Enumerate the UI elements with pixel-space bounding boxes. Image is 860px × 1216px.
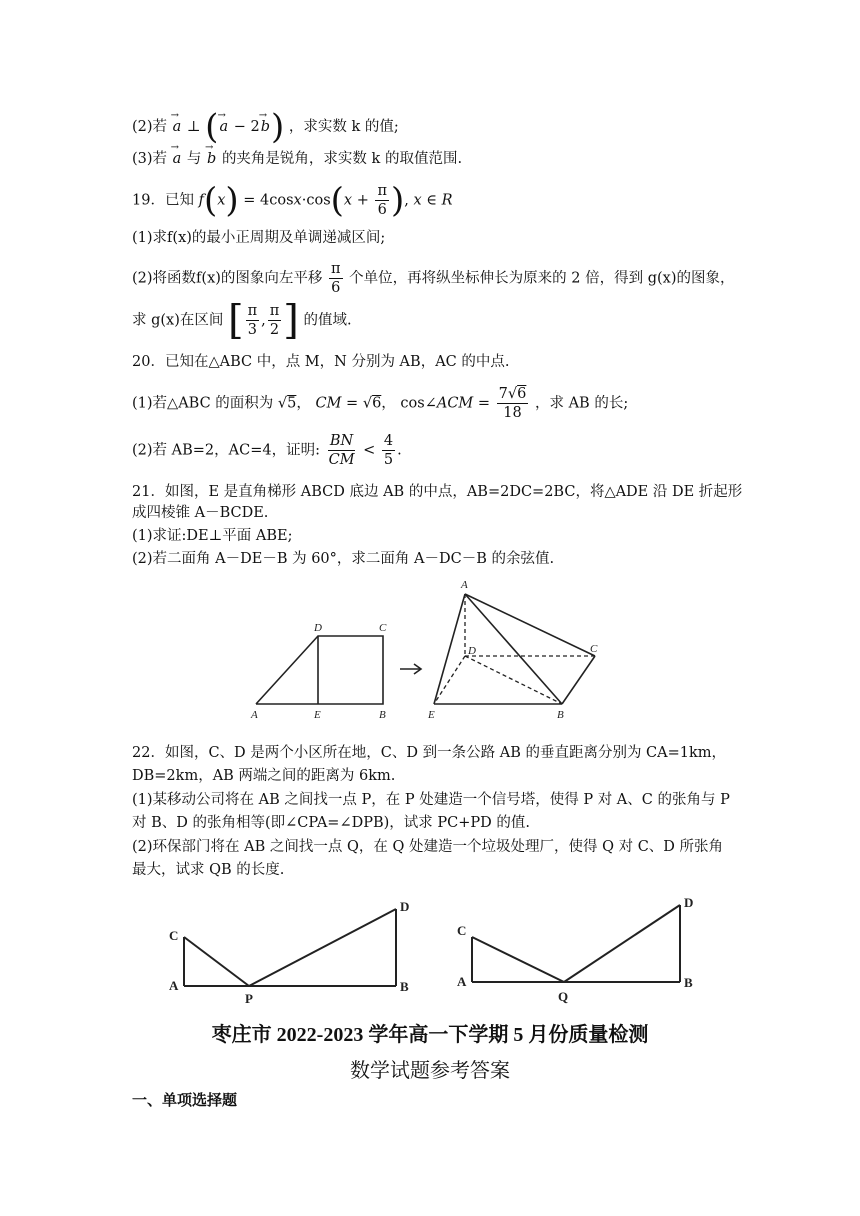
- q22-part1: (1)某移动公司将在 AB 之间找一点 P，在 P 处建造一个信号塔，使得 P 对 A、C 的张角与 P: [132, 792, 730, 808]
- q22-fig2-D: D: [684, 895, 694, 910]
- q20-part1: (1)若△ABC 的面积为 √5， CM = √6， cos∠ACM = $\frac{7√6}{18}$ ，求 AB 的长;: [132, 386, 629, 421]
- q19-part2: (2)将函数f(x)的图象向左平移 $\frac{\pi}{6}$ 个单位，再将纵坐标伸长为原来的 2 倍，得到 g(x)的图象，: [132, 261, 735, 296]
- q22-fig2-B: B: [684, 975, 693, 990]
- fig2-label-B: B: [557, 709, 564, 721]
- q22-fig2-C: C: [457, 923, 467, 938]
- q22-stem-2: DB=2km，AB 两端之间的距离为 6km.: [132, 768, 396, 784]
- q22-fig1-C: C: [169, 928, 179, 943]
- q21-stem-2: 成四棱锥 A－BCDE.: [132, 505, 269, 521]
- q21-stem: 21．如图，E 是直角梯形 ABCD 底边 AB 的中点，AB=2DC=2BC，将△ADE 沿 DE 折起形: [132, 484, 743, 500]
- q19-stem: 19．已知 f(x) = 4cosx·cos(x + $\frac{\pi}{6}$ ), x ∈ R: [132, 180, 453, 221]
- answers-subtitle: 数学试题参考答案: [350, 1060, 510, 1082]
- q22-fig2-A: A: [457, 974, 467, 989]
- q22-fig2-Q: Q: [558, 989, 569, 1004]
- q22-stem: 22．如图，C、D 是两个小区所在地，C、D 到一条公路 AB 的垂直距离分别为 CA=1km，: [132, 745, 727, 761]
- q22-fig1-A: A: [169, 978, 179, 993]
- fig2-label-C: C: [590, 643, 598, 655]
- fig1-label-C: C: [379, 622, 387, 634]
- q21-part2: (2)若二面角 A－DE－B 为 60°，求二面角 A－DC－B 的余弦值.: [132, 551, 555, 567]
- fig1-label-B: B: [379, 709, 386, 721]
- q22-figure: [160, 893, 720, 1008]
- q21-part1: (1)求证:DE⊥平面 ABE;: [132, 528, 293, 544]
- fig1-label-E: E: [314, 709, 321, 721]
- q20-part2: (2)若 AB=2，AC=4，证明: $\frac{BN}{CM}$ < $\frac{4}{5}$ .: [132, 433, 402, 468]
- q19-part1: (1)求f(x)的最小正周期及单调递减区间;: [132, 230, 386, 246]
- fig2-label-D: D: [468, 645, 476, 657]
- q22-fig1-P: P: [245, 991, 253, 1006]
- q22-part1b: 对 B、D 的张角相等(即∠CPA=∠DPB)，试求 PC+PD 的值.: [132, 815, 530, 831]
- answers-title: 枣庄市 2022-2023 学年高一下学期 5 月份质量检测: [211, 1024, 649, 1046]
- fig2-label-E: E: [428, 709, 435, 721]
- q18-part3: (3)若 → a 与 → b 的夹角是锐角，求实数 k 的取值范围.: [132, 149, 462, 169]
- q20-stem: 20．已知在△ABC 中，点 M，N 分别为 AB，AC 的中点.: [132, 354, 510, 370]
- q22-part2b: 最大，试求 QB 的长度.: [132, 862, 285, 878]
- q19-part2b: 求 g(x)在区间 [ $\frac{\pi}{3}$ , $\frac{\pi}{2}$ ] 的值域.: [132, 297, 352, 344]
- answers-section-heading: 一、单项选择题: [132, 1091, 238, 1109]
- fig1-label-A: A: [251, 709, 258, 721]
- q21-figure: [240, 576, 610, 726]
- q22-fig1-D: D: [400, 899, 410, 914]
- fig2-label-A: A: [461, 579, 468, 591]
- q22-fig1-B: B: [400, 979, 409, 994]
- q18-part2: (2)若 → a ⊥ (→ a − 2→ b) ，求实数 k 的值;: [132, 112, 399, 142]
- q22-part2: (2)环保部门将在 AB 之间找一点 Q，在 Q 处建造一个垃圾处理厂，使得 Q 对 C、D 所张角: [132, 839, 724, 855]
- fig1-label-D: D: [314, 622, 322, 634]
